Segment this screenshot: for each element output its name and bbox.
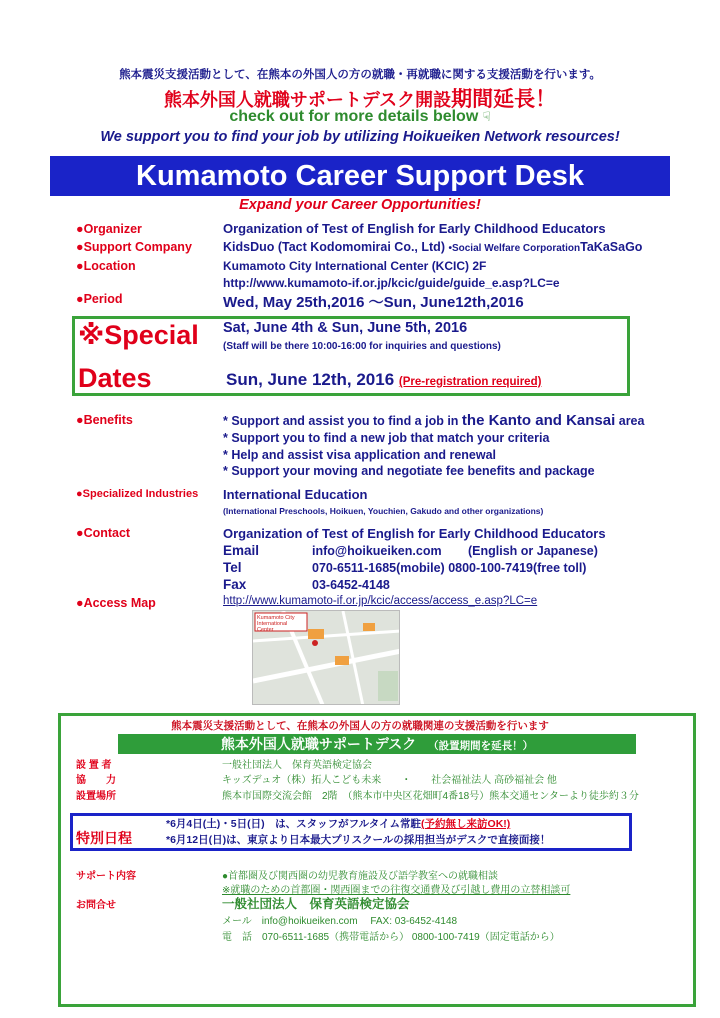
prereg-note: (Pre-registration required) bbox=[398, 376, 542, 388]
tel-value: 070-6511-1685(mobile) 0800-100-7419(free toll) bbox=[312, 561, 587, 575]
jp-support-1: ●首都圏及び関西圏の幼児教育施設及び語学教室への就職相談 bbox=[222, 871, 499, 882]
location-label: ● Location bbox=[76, 259, 136, 273]
benefit-3: * Help and assist visa application and renewal bbox=[223, 448, 497, 462]
jp-support-2: ※就職のための首都圏・関西圏までの往復交通費及び引越し費用の立替相談可 bbox=[222, 885, 571, 896]
email-note: (English or Japanese) bbox=[468, 544, 598, 558]
staff-note: (Staff will be there 10:00-16:00 for inquiries and questions) bbox=[223, 341, 501, 352]
contact-label: ● Contact bbox=[76, 526, 130, 540]
jp-basho-value: 熊本市国際交流会館 2階 （熊本市中央区花畑町4番18号）熊本交通センターより徒歩約３分 bbox=[222, 791, 639, 802]
jp-contact-org: 一般社団法人 保育英語検定協会 bbox=[222, 897, 410, 911]
jp-tokubetsu-line2: *6月12日(日)は、東京より日本最大プリスクールの採用担当がデスクで直接面接！ bbox=[166, 834, 551, 846]
jp-basho-label: 設置場所 bbox=[76, 791, 116, 802]
location-value: Kumamoto City International Center (KCIC) 2F bbox=[223, 259, 487, 273]
support-line: We support you to find your job by utilizing Hoikueiken Network resources! bbox=[100, 129, 620, 145]
email-label: Email bbox=[223, 543, 260, 558]
benefits-label: ● Benefits bbox=[76, 413, 133, 427]
jp-kyoryoku-label: 協 力 bbox=[76, 775, 116, 786]
support-company-value bbox=[223, 240, 642, 254]
jp-support-label: サポート内容 bbox=[76, 871, 136, 882]
organizer-value: Organization of Test of English for Early Childhood Educators bbox=[223, 221, 606, 236]
jp-section-banner bbox=[118, 734, 636, 754]
jp-tokubetsu-label: 特別日程 bbox=[76, 830, 132, 846]
dates-word: Dates bbox=[78, 363, 152, 393]
jp-kyoryoku-value: キッズデュオ（株）拓人こども未来 ・ 社会福祉法人 高砂福祉会 他 bbox=[222, 775, 557, 786]
benefit-2: * Support you to find a new job that match your criteria bbox=[223, 431, 550, 445]
location-url[interactable]: http://www.kumamoto-if.or.jp/kcic/guide/guide_e.asp?LC=e bbox=[223, 276, 560, 290]
email-value[interactable]: info@hoikueiken.com bbox=[312, 544, 442, 558]
fax-value: 03-6452-4148 bbox=[312, 578, 390, 592]
check-out-text: check out for more details below bbox=[229, 108, 479, 125]
access-map-image bbox=[252, 610, 400, 705]
jp-tokubetsu-line1: *6月4日(土)・5日(日) は、スタッフがフルタイム常駐(予約無し来訪OK!) bbox=[166, 818, 511, 830]
jp-banner-note: （設置期間を延長！） bbox=[428, 740, 534, 752]
access-map-url[interactable]: http://www.kumamoto-if.or.jp/kcic/access/access_e.asp?LC=e bbox=[223, 595, 538, 607]
fax-label: Fax bbox=[223, 577, 247, 592]
industries-label: ● Specialized Industries bbox=[76, 488, 198, 500]
jp-contact-label: お問合せ bbox=[76, 900, 116, 911]
support-company-3: TaKaSaGo bbox=[580, 240, 643, 254]
jp-contact-mail: メール info@hoikueiken.com FAX: 03-6452-4148 bbox=[222, 916, 458, 927]
special-date-2: Sun, June 12th, 2016 bbox=[226, 370, 395, 389]
support-company-1: KidsDuo (Tact Kodomomirai Co., Ltd) bbox=[223, 240, 449, 254]
jp-section-box bbox=[58, 713, 696, 1007]
special-word: ※Special bbox=[78, 320, 199, 350]
support-company-2: •Social Welfare Corporation bbox=[448, 243, 581, 254]
jp-banner-title: 熊本外国人就職サポートデスク bbox=[220, 736, 417, 752]
pointing-hand-icon: ☟ bbox=[482, 109, 491, 124]
check-out-line bbox=[0, 108, 720, 126]
jp-setsuchisha-value: 一般社団法人 保育英語検定協会 bbox=[222, 760, 372, 771]
special-date-2-row bbox=[226, 370, 541, 390]
period-label: ● Period bbox=[76, 292, 122, 306]
industries-note: (International Preschools, Hoikuen, Youchien, Gakudo and other organizations) bbox=[223, 506, 544, 516]
contact-org: Organization of Test of English for Early Childhood Educators bbox=[223, 526, 606, 541]
special-date-1: Sat, June 4th & Sun, June 5th, 2016 bbox=[223, 320, 468, 336]
jp-headline-red: 熊本外国人就職サポートデスク開設 bbox=[163, 90, 452, 110]
jp-section-intro: 熊本震災支援活動として、在熊本の外国人の方の就職関連の支援活動を行います bbox=[171, 720, 549, 732]
jp-contact-tel: 電 話 070-6511-1685（携帯電話から） 0800-100-7419（固定電話から） bbox=[222, 932, 560, 943]
banner-subtitle: Expand your Career Opportunities! bbox=[239, 197, 481, 213]
benefit-4: * Support your moving and negotiate fee benefits and package bbox=[223, 464, 595, 478]
organizer-label: ● Organizer bbox=[76, 222, 142, 236]
period-value: Wed, May 25th,2016 〜Sun, June12th,2016 bbox=[223, 294, 524, 311]
jp-intro-line: 熊本震災支援活動として、在熊本の外国人の方の就職・再就職に関する支援活動を行います。 bbox=[119, 69, 601, 81]
jp-setsuchisha-label: 設 置 者 bbox=[76, 760, 112, 771]
access-map-label: ● Access Map bbox=[76, 596, 156, 610]
jp-headline-bold: 期間延長！ bbox=[451, 88, 557, 111]
tel-label: Tel bbox=[223, 560, 242, 575]
industries-value: International Education bbox=[223, 487, 368, 502]
benefit-1: * Support and assist you to find a job in the Kanto and Kansai area bbox=[223, 412, 645, 429]
support-company-label: ● Support Company bbox=[76, 240, 192, 254]
page-title-banner: Kumamoto Career Support Desk bbox=[50, 156, 670, 196]
map-label: Kumamoto City International Center bbox=[257, 615, 295, 633]
